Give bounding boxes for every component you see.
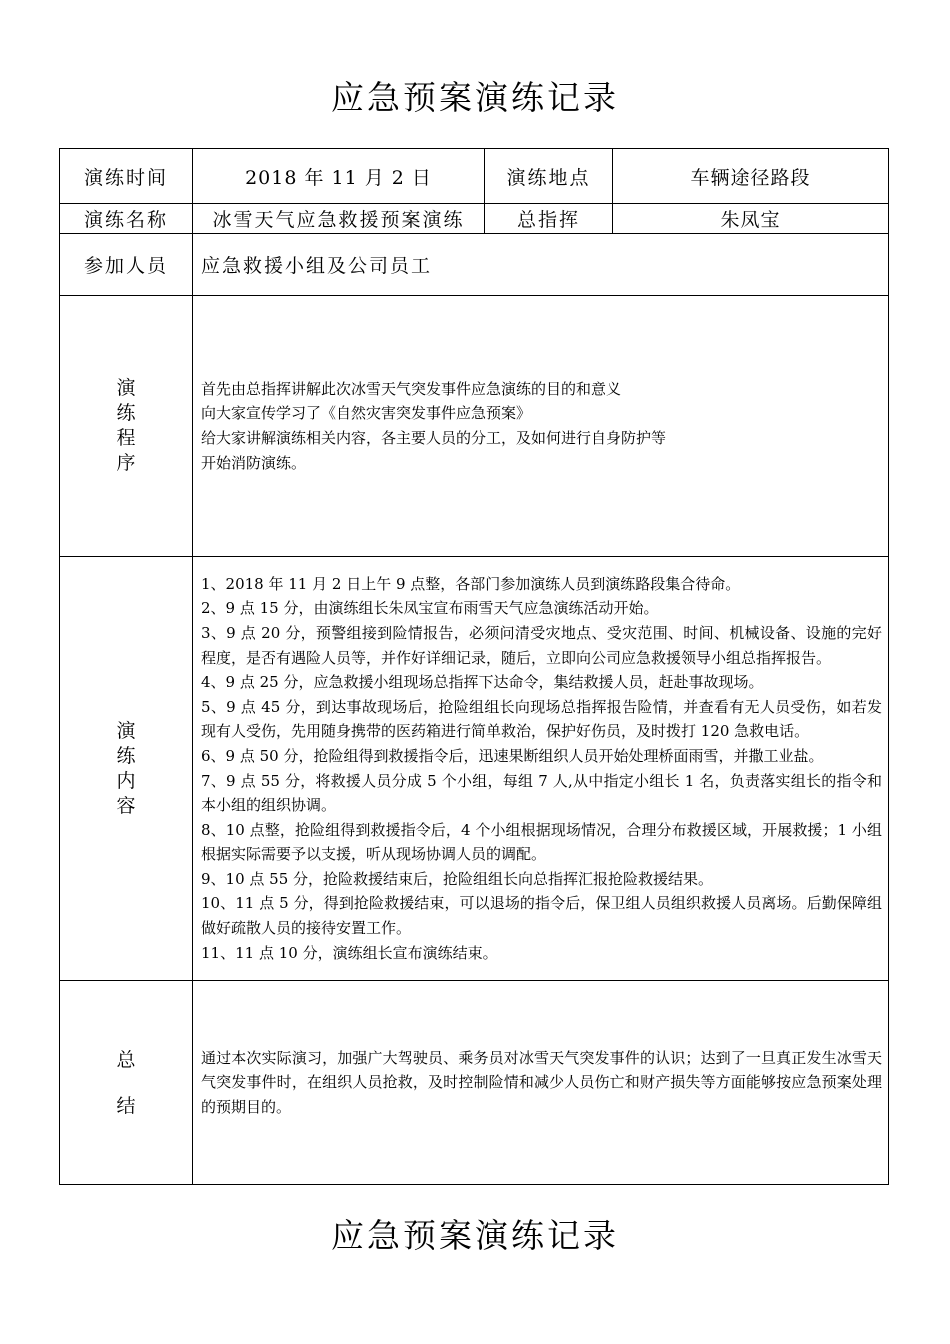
commander-label: 总指挥 xyxy=(485,204,613,234)
time-value: 2018 年 11 月 2 日 xyxy=(193,149,485,204)
procedure-label-char: 演 xyxy=(116,377,136,399)
procedure-line: 首先由总指挥讲解此次冰雪天气突发事件应急演练的目的和意义 xyxy=(201,379,622,398)
drill-record-table xyxy=(59,148,889,1185)
commander-value: 朱凤宝 xyxy=(613,204,889,234)
content-item: 1、2018 年 11 月 2 日上午 9 点整，各部门参加演练人员到演练路段集合待命。 xyxy=(201,574,741,593)
procedure-line: 给大家讲解演练相关内容，各主要人员的分工，及如何进行自身防护等 xyxy=(201,429,667,447)
content-item: 9、10 点 55 分，抢险救援结束后，抢险组组长向总指挥汇报抢险救援结果。 xyxy=(201,869,714,888)
content-label-char: 容 xyxy=(116,794,136,817)
summary-label-char: 结 xyxy=(116,1094,136,1117)
summary-label-char: 总 xyxy=(116,1048,136,1071)
name-label: 演练名称 xyxy=(60,204,193,234)
participants-value: 应急救援小组及公司员工 xyxy=(193,234,889,296)
row-time-place xyxy=(60,149,889,204)
content-label-char: 演 xyxy=(116,719,136,742)
content-item: 10、11 点 5 分，得到抢险救援结束，可以退场的指令后，保卫组人员组织救援人员离场。后勤保障组做好疏散人员的接待安置工作。 xyxy=(201,894,882,938)
content-item: 4、9 点 25 分，应急救援小组现场总指挥下达命令，集结救援人员，赶赴事故现场。 xyxy=(201,673,764,692)
row-procedure xyxy=(60,296,889,557)
content-item: 6、9 点 50 分，抢险组得到救援指令后，迅速果断组织人员开始处理桥面雨雪，并撒工业盐。 xyxy=(201,746,824,765)
row-summary xyxy=(60,981,889,1185)
summary-paragraph: 通过本次实际演习，加强广大驾驶员、乘务员对冰雪天气突发事件的认识；达到了一旦真正发生冰雪天气突发事件时，在组织人员抢救，及时控制险情和减少人员伤亡和财产损失等方面能够按应急预案处理的预期目的。 xyxy=(201,1048,882,1116)
row-participants xyxy=(60,234,889,296)
page-title-repeat: 应急预案演练记录 xyxy=(331,1216,619,1255)
summary-text xyxy=(193,981,889,1185)
content-item: 8、10 点整，抢险组得到救援指令后，4 个小组根据现场情况，合理分布救援区域，开展救援；1 小组根据实际需要予以支援，听从现场协调人员的调配。 xyxy=(201,820,882,864)
procedure-line: 开始消防演练。 xyxy=(201,453,307,472)
content-text xyxy=(193,557,889,981)
content-label-char: 练 xyxy=(116,744,136,767)
summary-label xyxy=(60,981,193,1185)
time-label: 演练时间 xyxy=(60,149,193,204)
content-item: 7、9 点 55 分，将救援人员分成 5 个小组，每组 7 人,从中指定小组长 1 名，负责落实组长的指令和本小组的组织协调。 xyxy=(201,771,882,815)
procedure-label-char: 练 xyxy=(116,402,136,424)
content-item: 5、9 点 45 分，到达事故现场后，抢险组组长向现场总指挥报告险情，并查看有无人员受伤，如若发现有人受伤，先用随身携带的医药箱进行简单救治，保护好伤员，及时拨打 120 急救电话。 xyxy=(201,697,882,741)
page-title: 应急预案演练记录 xyxy=(331,78,619,117)
content-item: 2、9 点 15 分，由演练组长朱凤宝宣布雨雪天气应急演练活动开始。 xyxy=(201,599,659,618)
procedure-label-char: 程 xyxy=(116,427,136,449)
procedure-label xyxy=(60,296,193,557)
procedure-label-char: 序 xyxy=(116,452,136,474)
content-item: 3、9 点 20 分，预警组接到险情报告，必须问清受灾地点、受灾范围、时间、机械设备、设施的完好程度，是否有遇险人员等，并作好详细记录，随后，立即向公司应急救援领导小组总指挥报告。 xyxy=(201,623,882,667)
name-value: 冰雪天气应急救援预案演练 xyxy=(193,204,485,234)
row-name-commander xyxy=(60,204,889,234)
place-value: 车辆途径路段 xyxy=(613,149,889,204)
content-label-char: 内 xyxy=(116,769,136,792)
procedure-line: 向大家宣传学习了《自然灾害突发事件应急预案》 xyxy=(201,404,532,423)
row-content xyxy=(60,557,889,981)
participants-label: 参加人员 xyxy=(60,234,193,296)
procedure-text xyxy=(193,296,889,557)
content-item: 11、11 点 10 分，演练组长宣布演练结束。 xyxy=(201,943,498,962)
content-label xyxy=(60,557,193,981)
place-label: 演练地点 xyxy=(485,149,613,204)
